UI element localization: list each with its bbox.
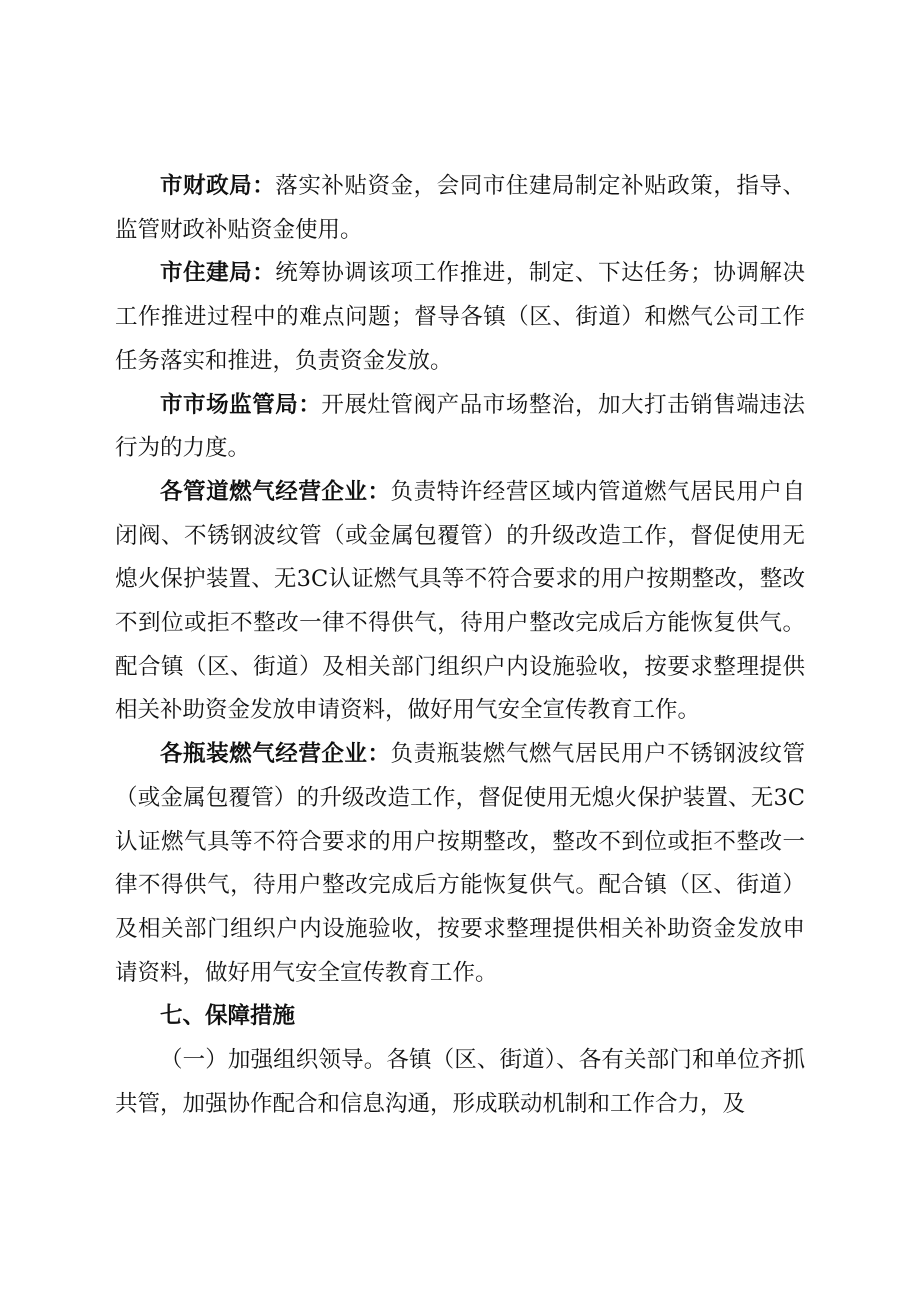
paragraph-text: 开展灶管阀产品市场整治，加大打击销售端违法行为的力度。: [115, 391, 805, 462]
document-body: [115, 165, 805, 1126]
paragraph-text: 负责特许经营区域内管道燃气居民用户自闭阀、不锈钢波纹管（或金属包覆管）的升级改造工作，督促使用无熄火保护装置、无3C认证燃气具等不符合要求的用户按期整改，整改不到位或拒不整改一律不得供气，待用户整改完成后方能恢复供气。配合镇（区、街道）及相关部门组织户内设施验收，按要求整理提供相关补助资金发放申请资料，做好用气安全宣传教育工作。: [115, 478, 805, 724]
paragraph-market-bureau: [115, 384, 805, 471]
paragraph-lead: 各瓶装燃气经营企业：: [160, 741, 391, 768]
paragraph-lead: 市住建局：: [160, 260, 276, 287]
paragraph-text: 落实补贴资金，会同市住建局制定补贴政策，指导、监管财政补贴资金使用。: [115, 173, 805, 243]
paragraph-lead: 各管道燃气经营企业：: [160, 478, 391, 505]
paragraph-pipeline-gas-enterprises: [115, 471, 805, 733]
paragraph-text: 负责瓶装燃气燃气居民用户不锈钢波纹管（或金属包覆管）的升级改造工作，督促使用无熄火保护装置、无3C认证燃气具等不符合要求的用户按期整改，整改不到位或拒不整改一律不得供气，待用户整改完成后方能恢复供气。配合镇（区、街道）及相关部门组织户内设施验收，按要求整理提供相关补助资金发放申请资料，做好用气安全宣传教育工作。: [115, 741, 805, 986]
section-heading: 七、保障措施: [160, 1003, 296, 1030]
section-paragraph: （一）加强组织领导。各镇（区、街道）、各有关部门和单位齐抓共管，加强协作配合和信息沟通，形成联动机制和工作合力，及: [115, 1047, 805, 1117]
paragraph-housing-bureau: [115, 252, 805, 383]
paragraph-bottled-gas-enterprises: [115, 733, 805, 995]
paragraph-lead: 市市场监管局：: [160, 391, 322, 418]
paragraph-finance-bureau: [115, 165, 805, 252]
paragraph-text: 统筹协调该项工作推进，制定、下达任务；协调解决工作推进过程中的难点问题；督导各镇（区、街道）和燃气公司工作任务落实和推进，负责资金发放。: [115, 260, 805, 374]
paragraph-lead: 市财政局：: [160, 173, 276, 199]
